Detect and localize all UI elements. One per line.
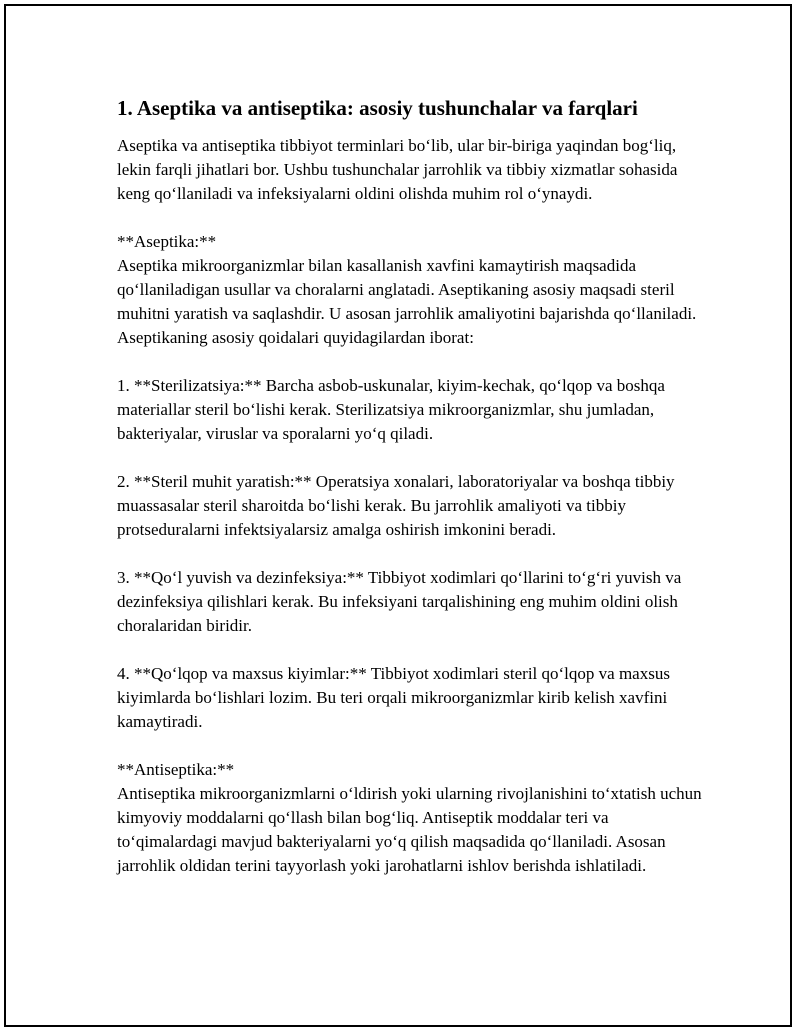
antiseptika-heading: **Antiseptika:** (117, 760, 235, 779)
rule-sterilization: 1. **Sterilizatsiya:** Barcha asbob-uskunalar, kiyim-kechak, qo‘lqop va boshqa materiallar steril bo‘lishi kerak. Sterilizatsiya mikroorganizmlar, shu jumladan, bakteriyalar, viruslar va sporalarni yo‘q qiladi. (117, 376, 665, 443)
intro-paragraph: Aseptika va antiseptika tibbiyot terminlari bo‘lib, ular bir-biriga yaqindan bog‘liq, lekin farqli jihatlari bor. Ushbu tushunchalar jarrohlik va tibbiy xizmatlar sohasida keng qo‘llaniladi va infeksiyalarni oldini olishda muhim rol o‘ynaydi. (117, 136, 678, 203)
rule-hand-washing: 3. **Qo‘l yuvish va dezinfeksiya:** Tibbiyot xodimlari qo‘llarini to‘g‘ri yuvish va dezinfeksiya qilishlari kerak. Bu infeksiyani tarqalishining eng muhim oldini olish choralaridan biridir. (117, 568, 682, 635)
aseptika-heading: **Aseptika:** (117, 232, 217, 251)
rule-sterile-environment: 2. **Steril muhit yaratish:** Operatsiya xonalari, laboratoriyalar va boshqa tibbiy muassasalar steril sharoitda bo‘lishi kerak. Bu jarrohlik amaliyoti va tibbiy protseduralarni infektsiyalarsiz amalga oshirish imkonini beradi. (117, 472, 675, 539)
section-title: 1. Aseptika va antiseptika: asosiy tushunchalar va farqlari (117, 96, 638, 120)
antiseptika-paragraph: Antiseptika mikroorganizmlarni o‘ldirish yoki ularning rivojlanishini to‘xtatish uchun kimyoviy moddalarni qo‘llash bilan bog‘liq. Antiseptik moddalar teri va to‘qimalardagi mavjud bakteriyalarni yo‘q qilish maqsadida qo‘llaniladi. Asosan jarrohlik oldidan terini tayyorlash yoki jarohatlarni ishlov berishda ishlatiladi. (117, 784, 702, 875)
rule-gloves-clothing: 4. **Qo‘lqop va maxsus kiyimlar:** Tibbiyot xodimlari steril qo‘lqop va maxsus kiyimlarda bo‘lishlari lozim. Bu teri orqali mikroorganizmlar kirib kelish xavfini kamaytiradi. (117, 664, 670, 731)
document-body (117, 94, 702, 902)
aseptika-paragraph: Aseptika mikroorganizmlar bilan kasallanish xavfini kamaytirish maqsadida qo‘llaniladigan usullar va choralarni anglatadi. Aseptikaning asosiy maqsadi steril muhitni yaratish va saqlashdir. U asosan jarrohlik amaliyotini bajarishda qo‘llaniladi. Aseptikaning asosiy qoidalari quyidagilardan iborat: (117, 256, 697, 347)
